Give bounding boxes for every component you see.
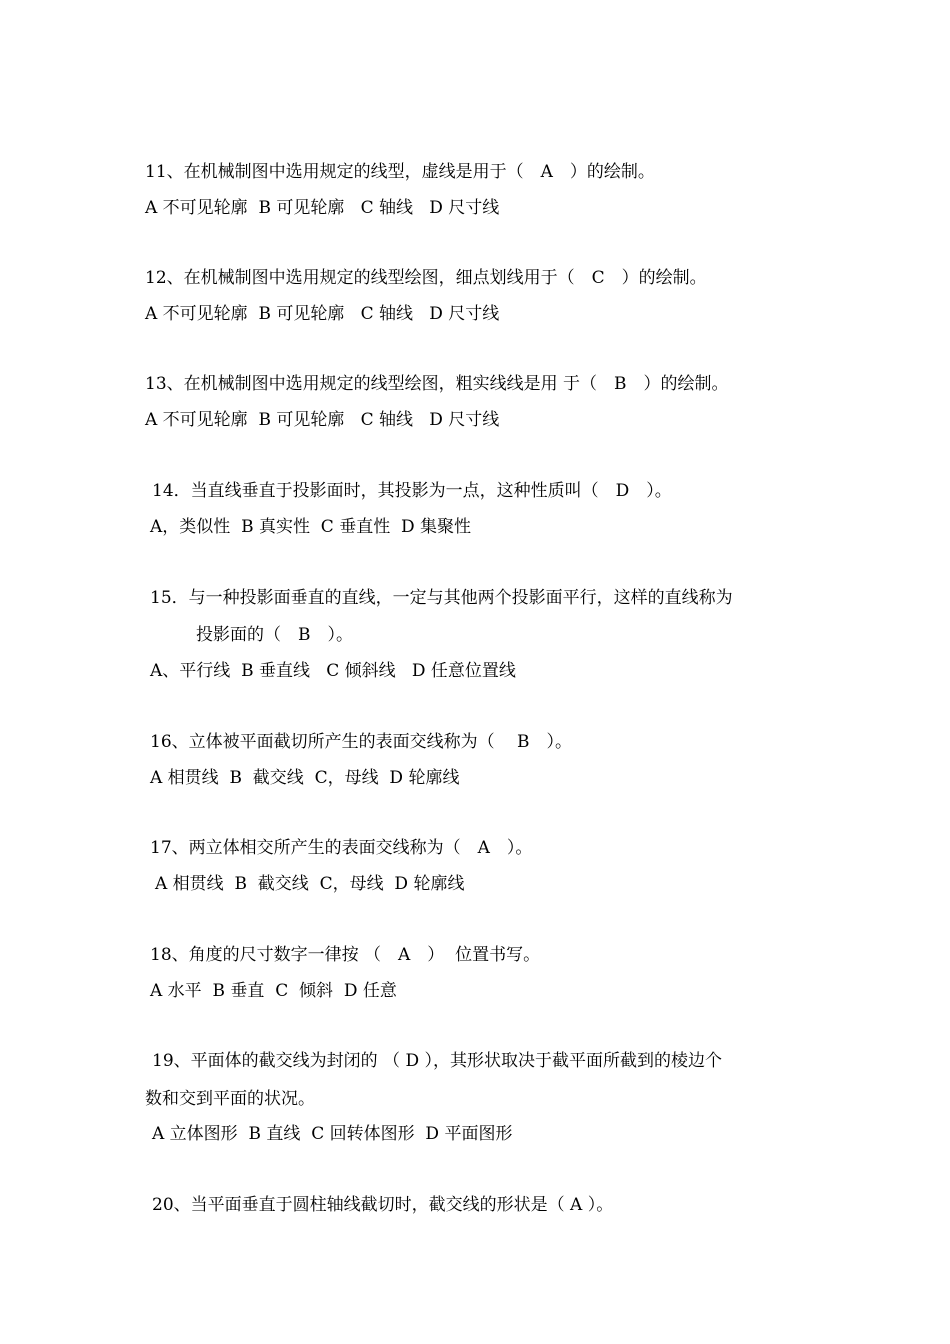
question-18-options: A 水平 B 垂直 C 倾斜 D 任意	[150, 981, 397, 1001]
question-19-options: A 立体图形 B 直线 C 回转体图形 D 平面图形	[152, 1124, 513, 1144]
question-15-text-cont: 投影面的（ B ）。	[196, 625, 353, 645]
question-16-options: A 相贯线 B 截交线 C，母线 D 轮廓线	[150, 768, 460, 788]
question-11-options: A 不可见轮廓 B 可见轮廓 C 轴线 D 尺寸线	[145, 198, 500, 218]
question-12-text: 12、在机械制图中选用规定的线型绘图，细点划线用于（ C ）的绘制。	[145, 268, 707, 288]
question-13-text: 13、在机械制图中选用规定的线型绘图，粗实线线是用 于（ B ）的绘制。	[145, 374, 729, 394]
question-12-options: A 不可见轮廓 B 可见轮廓 C 轴线 D 尺寸线	[145, 304, 500, 324]
question-20-text: 20、当平面垂直于圆柱轴线截切时，截交线的形状是（ A ）。	[152, 1195, 614, 1215]
question-18-text: 18、角度的尺寸数字一律按 （ A ） 位置书写。	[150, 945, 541, 965]
question-11-text: 11、在机械制图中选用规定的线型，虚线是用于（ A ）的绘制。	[145, 162, 655, 182]
question-14-text: 14．当直线垂直于投影面时，其投影为一点，这种性质叫（ D ）。	[152, 481, 672, 501]
question-15-options: A、平行线 B 垂直线 C 倾斜线 D 任意位置线	[150, 661, 516, 681]
question-14-options: A，类似性 B 真实性 C 垂直性 D 集聚性	[150, 517, 472, 537]
question-15-text: 15．与一种投影面垂直的直线，一定与其他两个投影面平行，这样的直线称为	[150, 588, 733, 608]
question-13-options: A 不可见轮廓 B 可见轮廓 C 轴线 D 尺寸线	[145, 410, 500, 430]
question-17-options: A 相贯线 B 截交线 C，母线 D 轮廓线	[155, 874, 465, 894]
question-17-text: 17、两立体相交所产生的表面交线称为（ A ）。	[150, 838, 533, 858]
question-16-text: 16、立体被平面截切所产生的表面交线称为（ B ）。	[150, 732, 573, 752]
question-19-text: 19、平面体的截交线为封闭的 （ D ），其形状取决于截平面所截到的棱边个	[152, 1051, 722, 1071]
question-19-text-cont: 数和交到平面的状况。	[145, 1089, 315, 1109]
